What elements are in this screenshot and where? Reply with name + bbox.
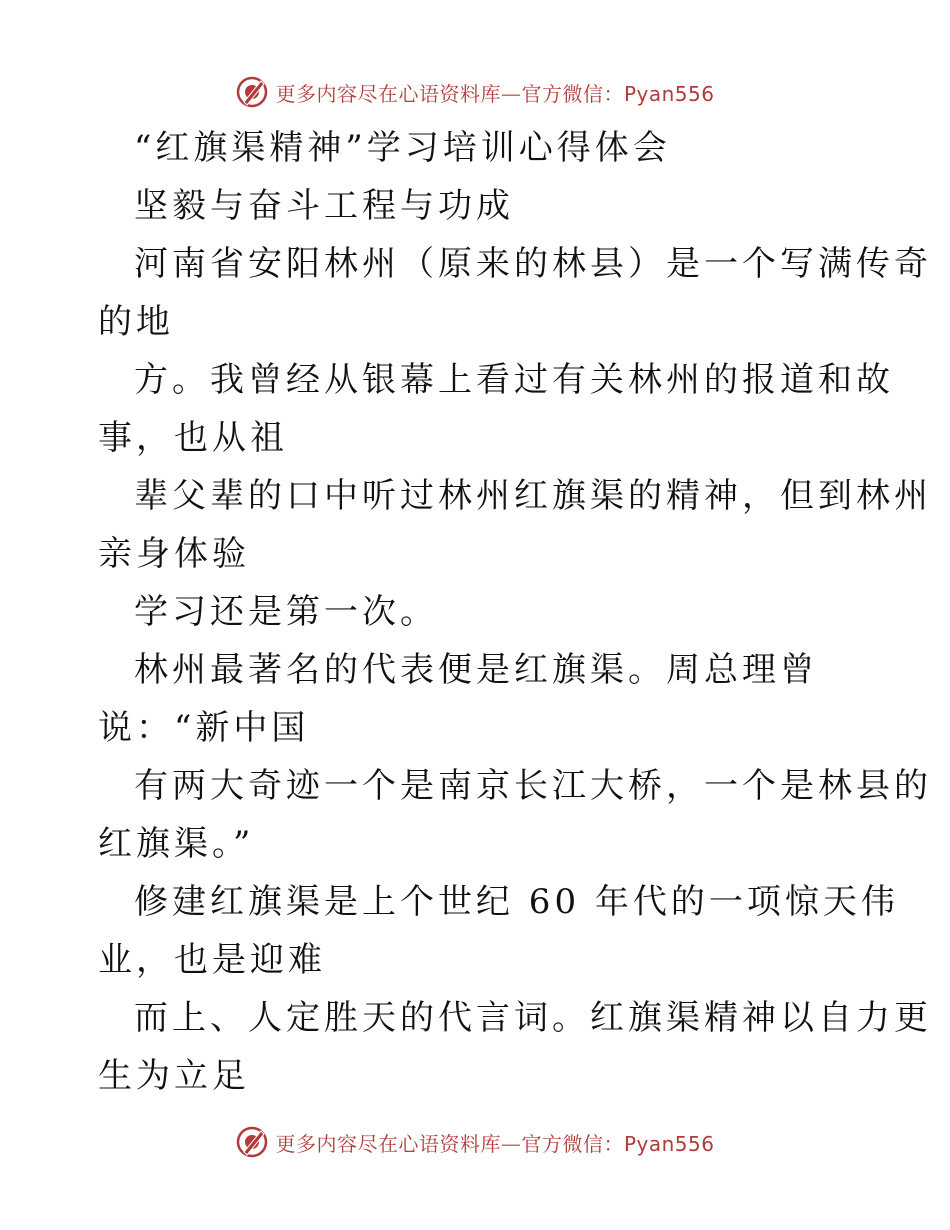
red-quill-logo-icon [235,75,269,109]
red-quill-logo-icon [235,1125,269,1159]
paragraph-line: 事，也从祖 [98,418,288,458]
paragraph-line: 而上、人定胜天的代言词。红旗渠精神以自力更 [134,998,932,1038]
header-contact-text: 官方微信：Pyan556 [521,81,715,106]
document-subtitle: 坚毅与奋斗工程与功成 [134,186,514,226]
paragraph-line: 有两大奇迹一个是南京长江大桥，一个是林县的 [134,766,932,806]
footer-banner [0,1122,950,1162]
footer-contact-text: 官方微信：Pyan556 [521,1131,715,1156]
paragraph-line: 亲身体验 [98,534,250,574]
header-promo-text: 更多内容尽在心语资料库 [275,81,501,106]
paragraph-line: 方。我曾经从银幕上看过有关林州的报道和故 [134,360,894,400]
paragraph-line: 林州最著名的代表便是红旗渠。周总理曾 [134,650,818,690]
footer-dash: — [500,1131,522,1156]
paragraph-line: 学习还是第一次。 [134,592,438,632]
paragraph-line: 的地 [98,302,174,342]
paragraph-line: 业，也是迎难 [98,940,326,980]
paragraph-line: 生为立足 [98,1056,250,1096]
paragraph-line: 修建红旗渠是上个世纪 60 年代的一项惊天伟 [134,882,899,922]
header-dash: — [500,81,522,106]
header-banner [0,72,950,112]
footer-promo-text: 更多内容尽在心语资料库 [275,1131,501,1156]
paragraph-line: 红旗渠。” [98,824,255,864]
paragraph-line: 说：“新中国 [98,708,310,748]
document-title: “红旗渠精神”学习培训心得体会 [134,128,671,168]
paragraph-line: 河南省安阳林州（原来的林县）是一个写满传奇 [134,244,932,284]
paragraph-line: 辈父辈的口中听过林州红旗渠的精神，但到林州 [134,476,932,516]
